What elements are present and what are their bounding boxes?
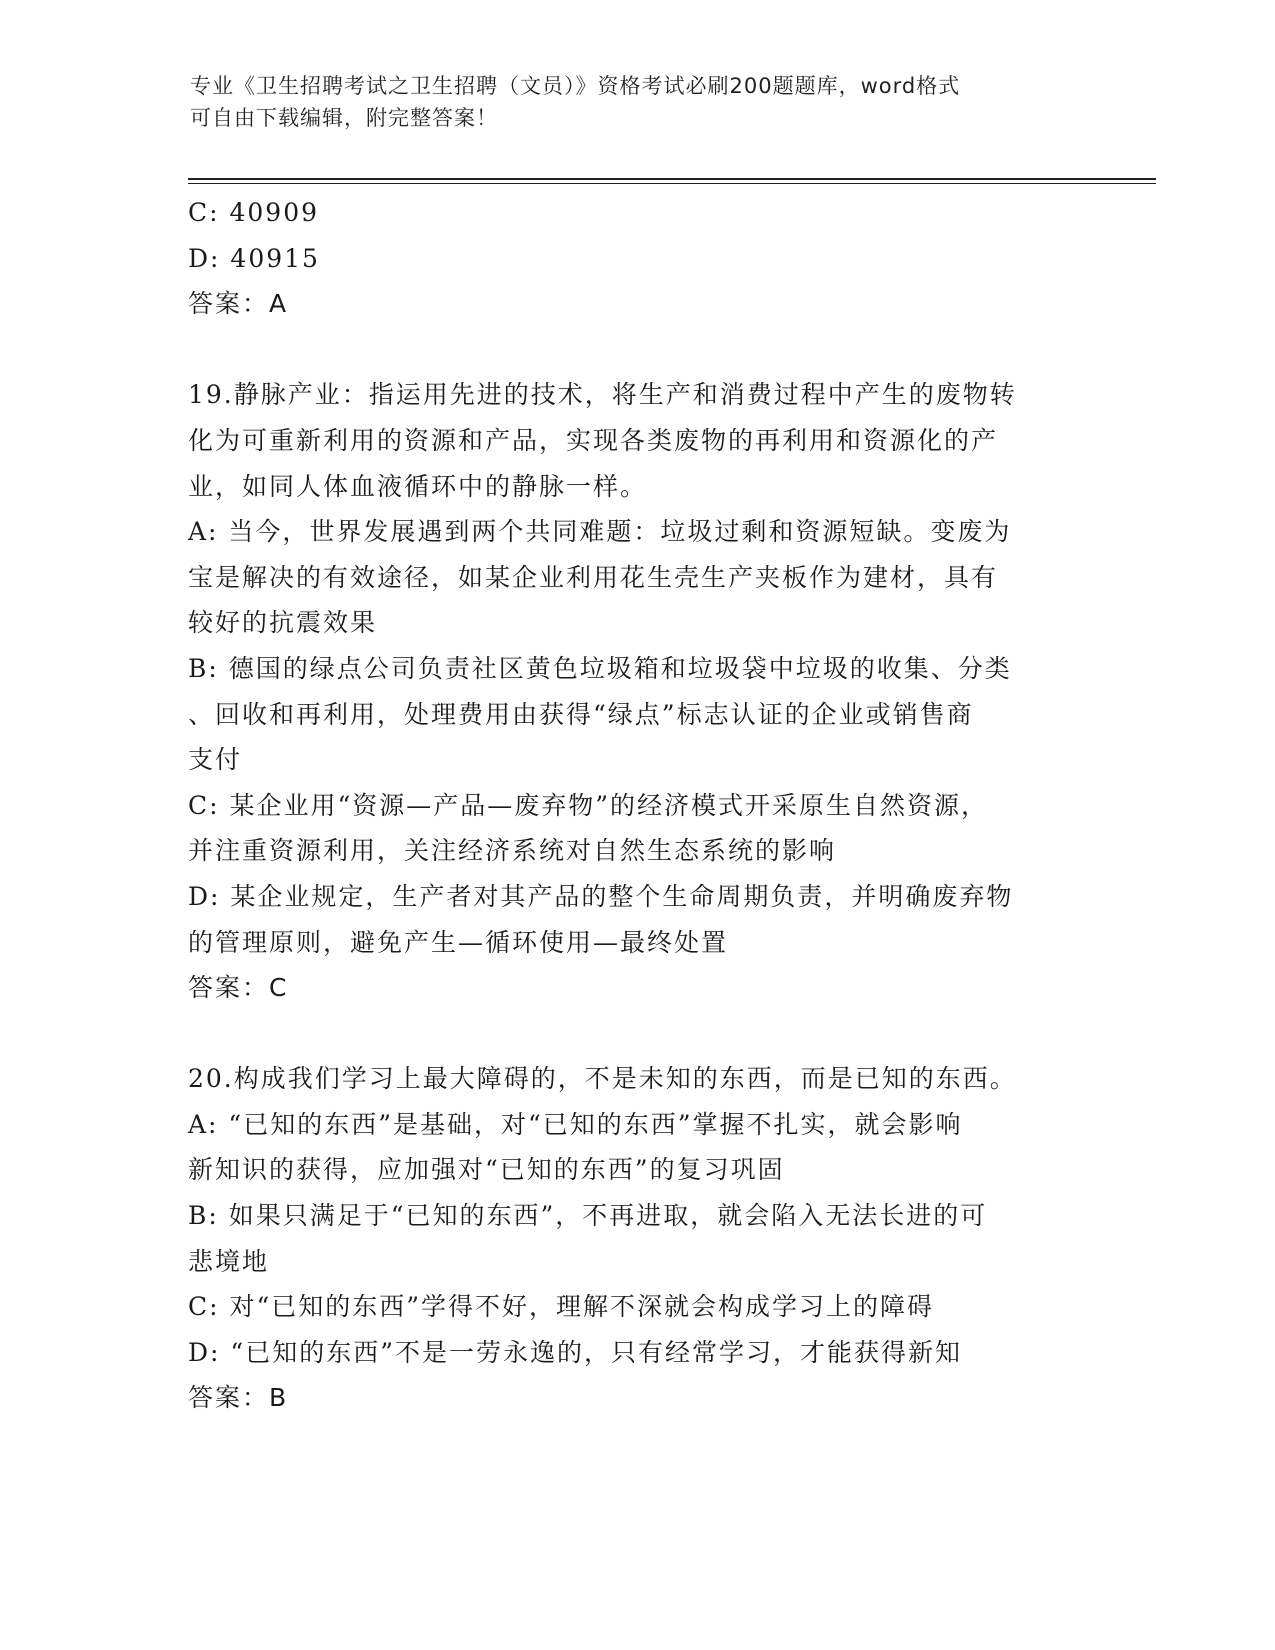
answer-line: 答案：A: [188, 289, 289, 319]
header-divider-thin: [188, 183, 1156, 184]
option-a-line: A: “已知的东西”是基础，对“已知的东西”掌握不扎实，就会影响: [188, 1109, 963, 1139]
question-stem-line: 20.构成我们学习上最大障碍的，不是未知的东西，而是已知的东西。: [188, 1064, 1017, 1094]
answer-line: 答案：B: [188, 1383, 289, 1413]
answer-line: 答案：C: [188, 973, 289, 1003]
question-stem-line: 19.静脉产业：指运用先进的技术，将生产和消费过程中产生的废物转: [188, 380, 1017, 410]
option-b-line: 、回收和再利用，处理费用由获得“绿点”标志认证的企业或销售商: [188, 699, 974, 729]
option-a-line: 较好的抗震效果: [188, 608, 378, 638]
document-body: [188, 190, 1088, 1421]
question-stem-line: 化为可重新利用的资源和产品，实现各类废物的再利用和资源化的产: [188, 425, 999, 455]
option-a-line: 宝是解决的有效途径，如某企业利用花生壳生产夹板作为建材，具有: [188, 562, 999, 592]
option-b-line: B: 德国的绿点公司负责社区黄色垃圾箱和垃圾袋中垃圾的收集、分类: [188, 653, 1012, 683]
question-19: [188, 372, 1088, 1010]
option-b-line: 支付: [188, 745, 243, 775]
previous-question-tail: [188, 190, 1088, 327]
question-stem-line: 业，如同人体血液循环中的静脉一样。: [188, 471, 648, 501]
option-d-line: D: 某企业规定，生产者对其产品的整个生命周期负责，并明确废弃物: [188, 881, 1014, 911]
option-a-line: 新知识的获得，应加强对“已知的东西”的复习巩固: [188, 1155, 785, 1185]
question-20: [188, 1056, 1088, 1421]
header-divider-thick: [188, 178, 1156, 180]
option-d-line: 的管理原则，避免产生—循环使用—最终处置: [188, 927, 729, 957]
option-d-line: D: “已知的东西”不是一劳永逸的，只有经常学习，才能获得新知: [188, 1337, 962, 1367]
header-line-2: 可自由下载编辑，附完整答案！: [190, 106, 498, 130]
option-a-line: A: 当今，世界发展遇到两个共同难题：垃圾过剩和资源短缺。变废为: [188, 517, 1012, 547]
page-header: [190, 70, 1070, 134]
option-b-line: B: 如果只满足于“已知的东西”，不再进取，就会陷入无法长进的可: [188, 1201, 988, 1231]
option-c-line: C: 某企业用“资源—产品—废弃物”的经济模式开采原生自然资源，: [188, 790, 989, 820]
option-c-line: 并注重资源利用，关注经济系统对自然生态系统的影响: [188, 836, 837, 866]
option-c: C: 40909: [188, 198, 320, 227]
spacer: [188, 1011, 1088, 1057]
option-b-line: 悲境地: [188, 1246, 270, 1276]
option-d: D: 40915: [188, 243, 320, 273]
spacer: [188, 327, 1088, 373]
header-line-1: 专业《卫生招聘考试之卫生招聘（文员）》资格考试必刷200题题库，word格式: [190, 74, 961, 98]
option-c-line: C: 对“已知的东西”学得不好，理解不深就会构成学习上的障碍: [188, 1292, 935, 1322]
